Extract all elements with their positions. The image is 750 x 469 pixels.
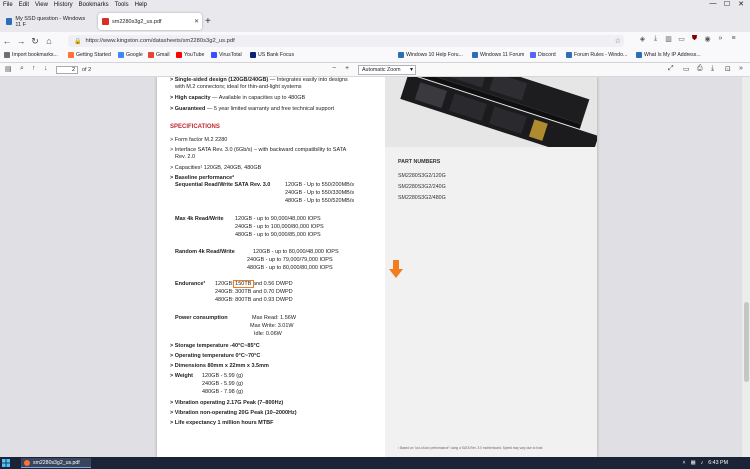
pocket-icon[interactable]: ◈ <box>639 36 646 43</box>
next-page-icon[interactable]: ↓ <box>44 65 48 72</box>
minimize-icon[interactable]: — <box>709 0 717 7</box>
menu-help[interactable]: Help <box>134 2 147 8</box>
menu-bookmarks[interactable]: Bookmarks <box>78 2 109 8</box>
virustotal-icon <box>211 52 217 58</box>
spec-value: 480GB - Up to 550/520MB/s <box>285 198 355 204</box>
spec-value: 240GB - up to 100,000/80,000 IOPS <box>235 224 324 230</box>
url-text: https://www.kingston.com/datasheets/sm2280s3g2_us.pdf <box>85 38 235 44</box>
network-icon[interactable]: ▦ <box>690 460 696 466</box>
toolbar-icons <box>636 35 740 43</box>
ublock-icon[interactable]: ⛊ <box>691 35 698 42</box>
page-number-input[interactable]: 2 <box>56 66 78 74</box>
pdf-scrollbar[interactable] <box>742 77 750 457</box>
forward-icon[interactable]: → <box>16 36 26 46</box>
discord-icon <box>530 52 536 58</box>
menu-history[interactable]: History <box>53 2 73 8</box>
bookmark-what-is-my-ip[interactable]: What Is My IP Address... <box>636 52 701 58</box>
tray-arrow-icon[interactable]: ˄ <box>682 460 686 466</box>
close-icon[interactable]: ✕ <box>738 1 744 8</box>
system-tray <box>678 457 729 469</box>
spec-vibration-operating: > Vibration operating 2.17G Peak (7–800Hz) <box>170 400 284 406</box>
spec-interface-cont: Rev. 2.0 <box>175 154 196 160</box>
bookmark-windows10-forum[interactable]: Windows 10 Help Foru... <box>398 52 463 58</box>
spec-value: 240GB - 5.99 (g) <box>202 381 243 387</box>
downloads-icon[interactable]: ⤓ <box>653 35 658 42</box>
clock[interactable]: 6:43 PM <box>708 460 728 466</box>
tab-bar <box>0 10 750 32</box>
tab-label: sm2280s3g2_us.pdf <box>112 18 162 25</box>
bookmark-import[interactable]: Import bookmarks... <box>4 52 58 58</box>
presentation-mode-icon[interactable]: ⤢ <box>668 65 674 72</box>
bookmark-view-icon[interactable]: ⊡ <box>725 66 731 73</box>
spec-value: 480GB - up to 90,000/85,000 IOPS <box>235 232 321 238</box>
library-icon[interactable]: ▥ <box>665 36 672 43</box>
account-icon[interactable]: ◉ <box>704 36 711 43</box>
bookmark-getting-started[interactable]: Getting Started <box>68 52 111 58</box>
firefox-icon <box>68 52 74 58</box>
spec-value: 120GB - 5.99 (g) <box>202 373 243 379</box>
zoom-select[interactable]: Automatic Zoom ▾ <box>358 65 416 75</box>
spec-operating-temp: > Operating temperature 0°C~70°C <box>170 353 261 359</box>
part-number: SM2280S3G2/480G <box>398 195 446 201</box>
taskbar <box>0 457 750 469</box>
bookmark-star-icon[interactable]: ☆ <box>614 38 621 45</box>
down-arrow-annotation-icon <box>389 260 403 280</box>
youtube-icon <box>176 52 182 58</box>
google-icon <box>118 52 124 58</box>
spec-vibration-nonoperating: > Vibration non-operating 20G Peak (10–2000Hz) <box>170 410 297 416</box>
spec-value: 120GB - up to 90,000/48,000 IOPS <box>235 216 321 222</box>
import-icon <box>4 52 10 58</box>
synced-tabs-icon[interactable]: ▭ <box>678 36 685 43</box>
previous-page-icon[interactable]: ↑ <box>32 65 36 72</box>
spec-weight-label: > Weight <box>170 373 193 379</box>
spec-max4k-label: Max 4k Read/Write <box>175 216 224 222</box>
bookmark-virustotal[interactable]: VirusTotal <box>211 52 242 58</box>
forum-icon <box>398 52 404 58</box>
spec-value: 240GB: 300TB and 0.70 DWPD <box>215 289 293 295</box>
bookmark-us-bank[interactable]: US Bank Focus <box>250 52 294 58</box>
address-bar[interactable] <box>68 35 624 47</box>
spec-value: 480GB: 800TB and 0.93 DWPD <box>215 297 293 303</box>
specifications-heading: SPECIFICATIONS <box>170 124 220 130</box>
usbank-icon <box>250 52 256 58</box>
gmail-icon <box>148 52 154 58</box>
navigation-bar <box>0 32 750 50</box>
spec-form-factor: > Form factor M.2 2280 <box>170 137 228 143</box>
pdf-toolbar <box>0 63 750 77</box>
tools-icon[interactable]: » <box>739 65 743 72</box>
taskbar-firefox-app[interactable] <box>21 458 91 468</box>
spec-rand4k-label: Random 4k Read/Write <box>175 249 235 255</box>
feature-line: > High capacity — Available in capacities up to 480GB <box>170 95 306 101</box>
spec-value: Idle: 0.06W <box>254 331 282 337</box>
spec-seq-label: Sequential Read/Write SATA Rev. 3.0 <box>175 182 271 188</box>
back-icon[interactable]: ← <box>2 36 12 46</box>
spec-value: 240GB - Up to 550/330MB/s <box>285 190 355 196</box>
maximize-icon[interactable]: ☐ <box>723 1 731 8</box>
spec-value: 120GB: 150TB and 0.56 DWPD <box>215 281 293 287</box>
tab-label: My SSD question - Windows 11 F <box>15 15 86 28</box>
close-tab-icon[interactable]: ✕ <box>193 19 199 25</box>
part-numbers-heading: PART NUMBERS <box>398 159 441 165</box>
menu-edit[interactable]: Edit <box>18 2 30 8</box>
forum-icon <box>636 52 642 58</box>
save-icon[interactable]: ⤓ <box>711 65 715 72</box>
feature-line: > Guaranteed — 5 year limited warranty and free technical support <box>170 106 335 112</box>
taskbar-app-label: sm2280s3g2_us.pdf <box>33 459 80 466</box>
print-icon[interactable]: ⎙ <box>697 65 703 72</box>
menu-file[interactable]: File <box>3 2 13 8</box>
spec-value: 120GB - up to 80,000/48,000 IOPS <box>253 249 339 255</box>
endurance-highlight-box <box>233 280 254 288</box>
bookmark-forum-rules[interactable]: Forum Rules - Windo... <box>566 52 627 58</box>
footnote: ² Based on "out-of-box performance" using a SATA Rev. 3.0 motherboard. Speed may vary due to host <box>398 446 543 450</box>
open-file-icon[interactable]: ▭ <box>683 66 690 73</box>
spec-storage-temp: > Storage temperature -40°C~85°C <box>170 343 260 349</box>
extensions-icon[interactable]: » <box>718 35 723 42</box>
scrollbar-thumb[interactable] <box>744 302 749 382</box>
zoom-in-icon[interactable]: + <box>345 65 350 72</box>
part-number: SM2280S3G2/120G <box>398 173 446 179</box>
firefox-icon <box>24 460 30 466</box>
zoom-out-icon[interactable]: − <box>332 65 337 72</box>
pdf-viewer[interactable] <box>0 77 750 457</box>
page-count: of 2 <box>82 67 92 73</box>
feature-line: with M.2 connectors; ideal for thin-and-light systems <box>175 84 302 90</box>
windows-start-icon[interactable] <box>2 459 10 467</box>
tab-ssd-question[interactable] <box>2 13 94 30</box>
spec-value: 480GB - 7.98 (g) <box>202 389 243 395</box>
pdf-favicon-icon <box>102 18 109 25</box>
spec-value: 240GB - up to 79,000/79,000 IOPS <box>247 257 333 263</box>
window-controls <box>706 0 748 8</box>
spec-endurance-label: Endurance³ <box>175 281 206 287</box>
new-tab-icon[interactable]: + <box>205 16 211 27</box>
reload-icon[interactable]: ↻ <box>31 35 39 46</box>
part-number: SM2280S3G2/240G <box>398 184 446 190</box>
bookmark-youtube[interactable]: YouTube <box>176 52 204 58</box>
bookmarks-toolbar <box>0 50 750 63</box>
spec-interface: > Interface SATA Rev. 3.0 (6Gb/s) – with backward compatibility to SATA <box>170 147 347 153</box>
menu-tools[interactable]: Tools <box>114 2 129 8</box>
tab-pdf[interactable] <box>98 13 202 30</box>
spec-value: Max Read: 1.56W <box>252 315 297 321</box>
bookmark-discord[interactable]: Discord <box>530 52 556 58</box>
spec-power-label: Power consumption <box>175 315 228 321</box>
menu-view[interactable]: View <box>35 2 48 8</box>
home-icon[interactable]: ⌂ <box>46 36 52 46</box>
spec-value: 120GB - Up to 550/200MB/s <box>285 182 355 188</box>
volume-icon[interactable]: ♪ <box>700 460 704 466</box>
sidebar-toggle-icon[interactable]: ▤ <box>5 66 12 73</box>
pdf-page <box>157 77 597 457</box>
feature-line: > Single-sided design (120GB/240GB) — Integrates easily into designs <box>170 77 348 83</box>
spec-dimensions: > Dimensions 80mm x 22mm x 3.5mm <box>170 363 269 369</box>
find-icon[interactable]: ⌕ <box>20 65 24 72</box>
spec-capacities: > Capacities¹ 120GB, 240GB, 480GB <box>170 165 262 171</box>
bookmark-gmail[interactable]: Gmail <box>148 52 170 58</box>
app-menu-icon[interactable]: ≡ <box>731 35 736 42</box>
forum-icon <box>566 52 572 58</box>
ssd-product-image <box>385 77 597 147</box>
menu-bar <box>0 0 750 10</box>
right-column <box>385 77 597 457</box>
spec-baseline: > Baseline performance² <box>170 175 235 181</box>
spec-life-expectancy: > Life expectancy 1 million hours MTBF <box>170 420 274 426</box>
forum-icon <box>472 52 478 58</box>
bookmark-windows11-forum[interactable]: Windows 11 Forum <box>472 52 524 58</box>
spec-value: Max Write: 3.01W <box>250 323 294 329</box>
spec-value: 480GB - up to 80,000/80,000 IOPS <box>247 265 333 271</box>
lock-icon: 🔒 <box>74 38 82 45</box>
forum-favicon-icon <box>6 18 12 25</box>
bookmark-google[interactable]: Google <box>118 52 143 58</box>
